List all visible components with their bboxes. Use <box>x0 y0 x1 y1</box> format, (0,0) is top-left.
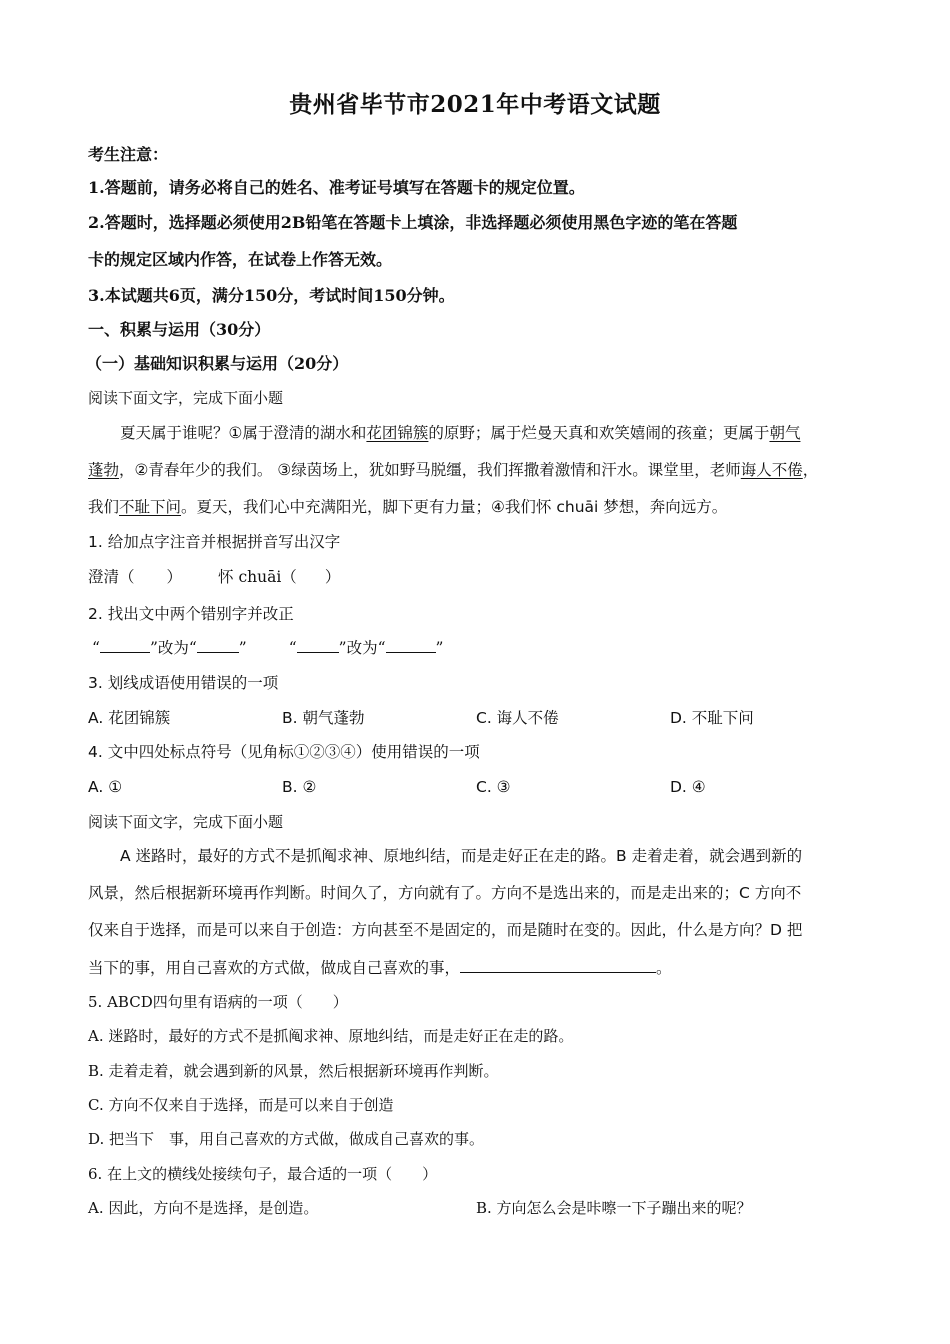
passage-text: ，②青春年少的我们。 ③绿茵场上，犹如野马脱缰，我们挥撒着激情和汗水。课堂里，老师 <box>119 461 741 479</box>
question-6: 6. 在上文的横线处接续句子，最合适的一项（ ） <box>88 1165 438 1183</box>
passage-text: 当下的事，用自己喜欢的方式做，做成自己喜欢的事， <box>88 959 461 977</box>
q5-option-d[interactable]: D. 把当下 事，用自己喜欢的方式做，做成自己喜欢的事。 <box>88 1130 485 1148</box>
option-letter: D. <box>670 778 687 796</box>
q5-option-b[interactable]: B. 走着走着，就会遇到新的风景，然后根据新环境再作判断。 <box>88 1062 499 1080</box>
question-text: 找出文中两个错别字并改正 <box>102 605 294 623</box>
option-letter: A. <box>88 778 104 796</box>
passage-text: 。夏天，我们心中充满阳光，脚下更有力量；④我们怀 chuāi 梦想，奔向远方。 <box>181 498 728 516</box>
fill-end-a: ） <box>166 568 183 586</box>
passage-text: ， <box>802 461 819 479</box>
option-letter: B. <box>282 778 298 796</box>
passage-1-line-1 <box>88 421 862 445</box>
question-text: 给加点字注音并根据拼音写出汉字 <box>102 533 341 551</box>
option-letter: B. <box>282 709 298 727</box>
answer-blank[interactable] <box>297 636 339 653</box>
option-text: 朝气蓬勃 <box>297 709 365 727</box>
change-to-text: ”改为“ <box>149 639 197 657</box>
option-text: ④ <box>686 778 706 796</box>
q3-option-c[interactable] <box>476 706 559 730</box>
question-number: 4. <box>88 743 103 761</box>
answer-blank[interactable] <box>386 636 436 653</box>
option-text: 花团锦簇 <box>103 709 171 727</box>
quote-mark: ” <box>238 639 247 657</box>
question-1 <box>88 530 862 554</box>
question-5: 5. ABCD四句里有语病的一项（ ） <box>88 993 348 1011</box>
passage-2-line-1: A 迷路时，最好的方式不是抓阄求神、原地纠结，而是走好正在走的路。B 走着走着，就会遇到新的 <box>120 847 803 865</box>
option-letter: C. <box>476 778 492 796</box>
passage-2-line-3: 仅来自于选择，而是可以来自于创造：方向甚至不是固定的，而是随时在变的。因此，什么是方向？D 把 <box>88 921 803 939</box>
passage-1-line-2 <box>88 458 862 482</box>
question-number: 3. <box>88 674 103 692</box>
q3-option-d[interactable] <box>670 706 754 730</box>
notice-item-2b: 卡的规定区域内作答，在试卷上作答无效。 <box>88 250 393 269</box>
fill-end-b: ） <box>324 568 341 586</box>
underlined-idiom: 不耻下问 <box>119 498 182 516</box>
passage-1-line-3 <box>88 495 862 519</box>
notice-heading: 考生注意： <box>88 145 169 164</box>
q5-option-a[interactable]: A. 迷路时，最好的方式不是抓阄求神、原地纠结，而是走好正在走的路。 <box>88 1027 574 1045</box>
answer-blank[interactable] <box>100 636 150 653</box>
fill-label-a: 澄清（ <box>88 568 135 586</box>
change-to-text: ”改为“ <box>338 639 386 657</box>
fill-label-b: 怀 chuāi（ <box>218 568 297 586</box>
passage-2-line-4 <box>88 956 862 980</box>
option-letter: D. <box>670 709 687 727</box>
question-text: 划线成语使用错误的一项 <box>102 674 279 692</box>
option-text: ② <box>297 778 317 796</box>
subsection-heading: （一）基础知识积累与运用（20分） <box>86 354 349 373</box>
passage-text: 夏天属于谁呢？①属于澄清的湖水和 <box>120 424 367 442</box>
reading-instruction-1: 阅读下面文字，完成下面小题 <box>88 389 284 407</box>
answer-blank[interactable] <box>460 956 656 973</box>
question-text: 文中四处标点符号（见角标①②③④）使用错误的一项 <box>102 743 480 761</box>
reading-instruction-2: 阅读下面文字，完成下面小题 <box>88 813 284 831</box>
passage-text: 我们 <box>88 498 120 516</box>
q3-option-a[interactable] <box>88 706 170 730</box>
q3-option-b[interactable] <box>282 706 365 730</box>
underlined-idiom: 蓬勃 <box>88 461 120 479</box>
notice-item-3: 3.本试题共6页，满分150分，考试时间150分钟。 <box>88 286 455 305</box>
q4-option-b[interactable] <box>282 775 316 799</box>
question-number: 1. <box>88 533 103 551</box>
passage-2-line-2: 风景，然后根据新环境再作判断。时间久了，方向就有了。方向不是选出来的，而是走出来的；C 方向不 <box>88 884 802 902</box>
question-2-fill <box>92 636 862 660</box>
option-letter: A. <box>88 709 104 727</box>
page-title: 贵州省毕节市2021年中考语文试题 <box>289 91 661 118</box>
option-text: 诲人不倦 <box>491 709 559 727</box>
question-1-fill <box>88 565 862 589</box>
question-4 <box>88 740 862 764</box>
quote-mark: ” <box>435 639 444 657</box>
passage-text: 。 <box>656 959 672 977</box>
option-letter: C. <box>476 709 492 727</box>
answer-blank[interactable] <box>197 636 239 653</box>
q4-option-c[interactable] <box>476 775 511 799</box>
underlined-idiom: 诲人不倦 <box>740 461 803 479</box>
underlined-idiom: 花团锦簇 <box>366 424 429 442</box>
section-heading: 一、积累与运用（30分） <box>88 320 271 339</box>
quote-mark: “ <box>92 639 100 657</box>
passage-text: 的原野；属于烂曼天真和欢笑嬉闹的孩童；更属于 <box>428 424 770 442</box>
question-number: 2. <box>88 605 103 623</box>
notice-item-1: 1.答题前，请务必将自己的姓名、准考证号填写在答题卡的规定位置。 <box>88 178 585 197</box>
q6-option-a[interactable]: A. 因此，方向不是选择，是创造。 <box>88 1199 319 1217</box>
question-3 <box>88 671 862 695</box>
quote-mark: “ <box>288 639 297 657</box>
option-text: ① <box>103 778 123 796</box>
underlined-idiom: 朝气 <box>769 424 801 442</box>
option-text: 不耻下问 <box>686 709 754 727</box>
option-text: ③ <box>491 778 511 796</box>
q4-option-a[interactable] <box>88 775 122 799</box>
notice-item-2a: 2.答题时，选择题必须使用2B铅笔在答题卡上填涂，非选择题必须使用黑色字迹的笔在答题 <box>88 213 738 232</box>
q5-option-c[interactable]: C. 方向不仅来自于选择，而是可以来自于创造 <box>88 1096 394 1114</box>
q4-option-d[interactable] <box>670 775 706 799</box>
question-2 <box>88 602 862 626</box>
q6-option-b[interactable]: B. 方向怎么会是咔嚓一下子蹦出来的呢？ <box>476 1199 752 1217</box>
